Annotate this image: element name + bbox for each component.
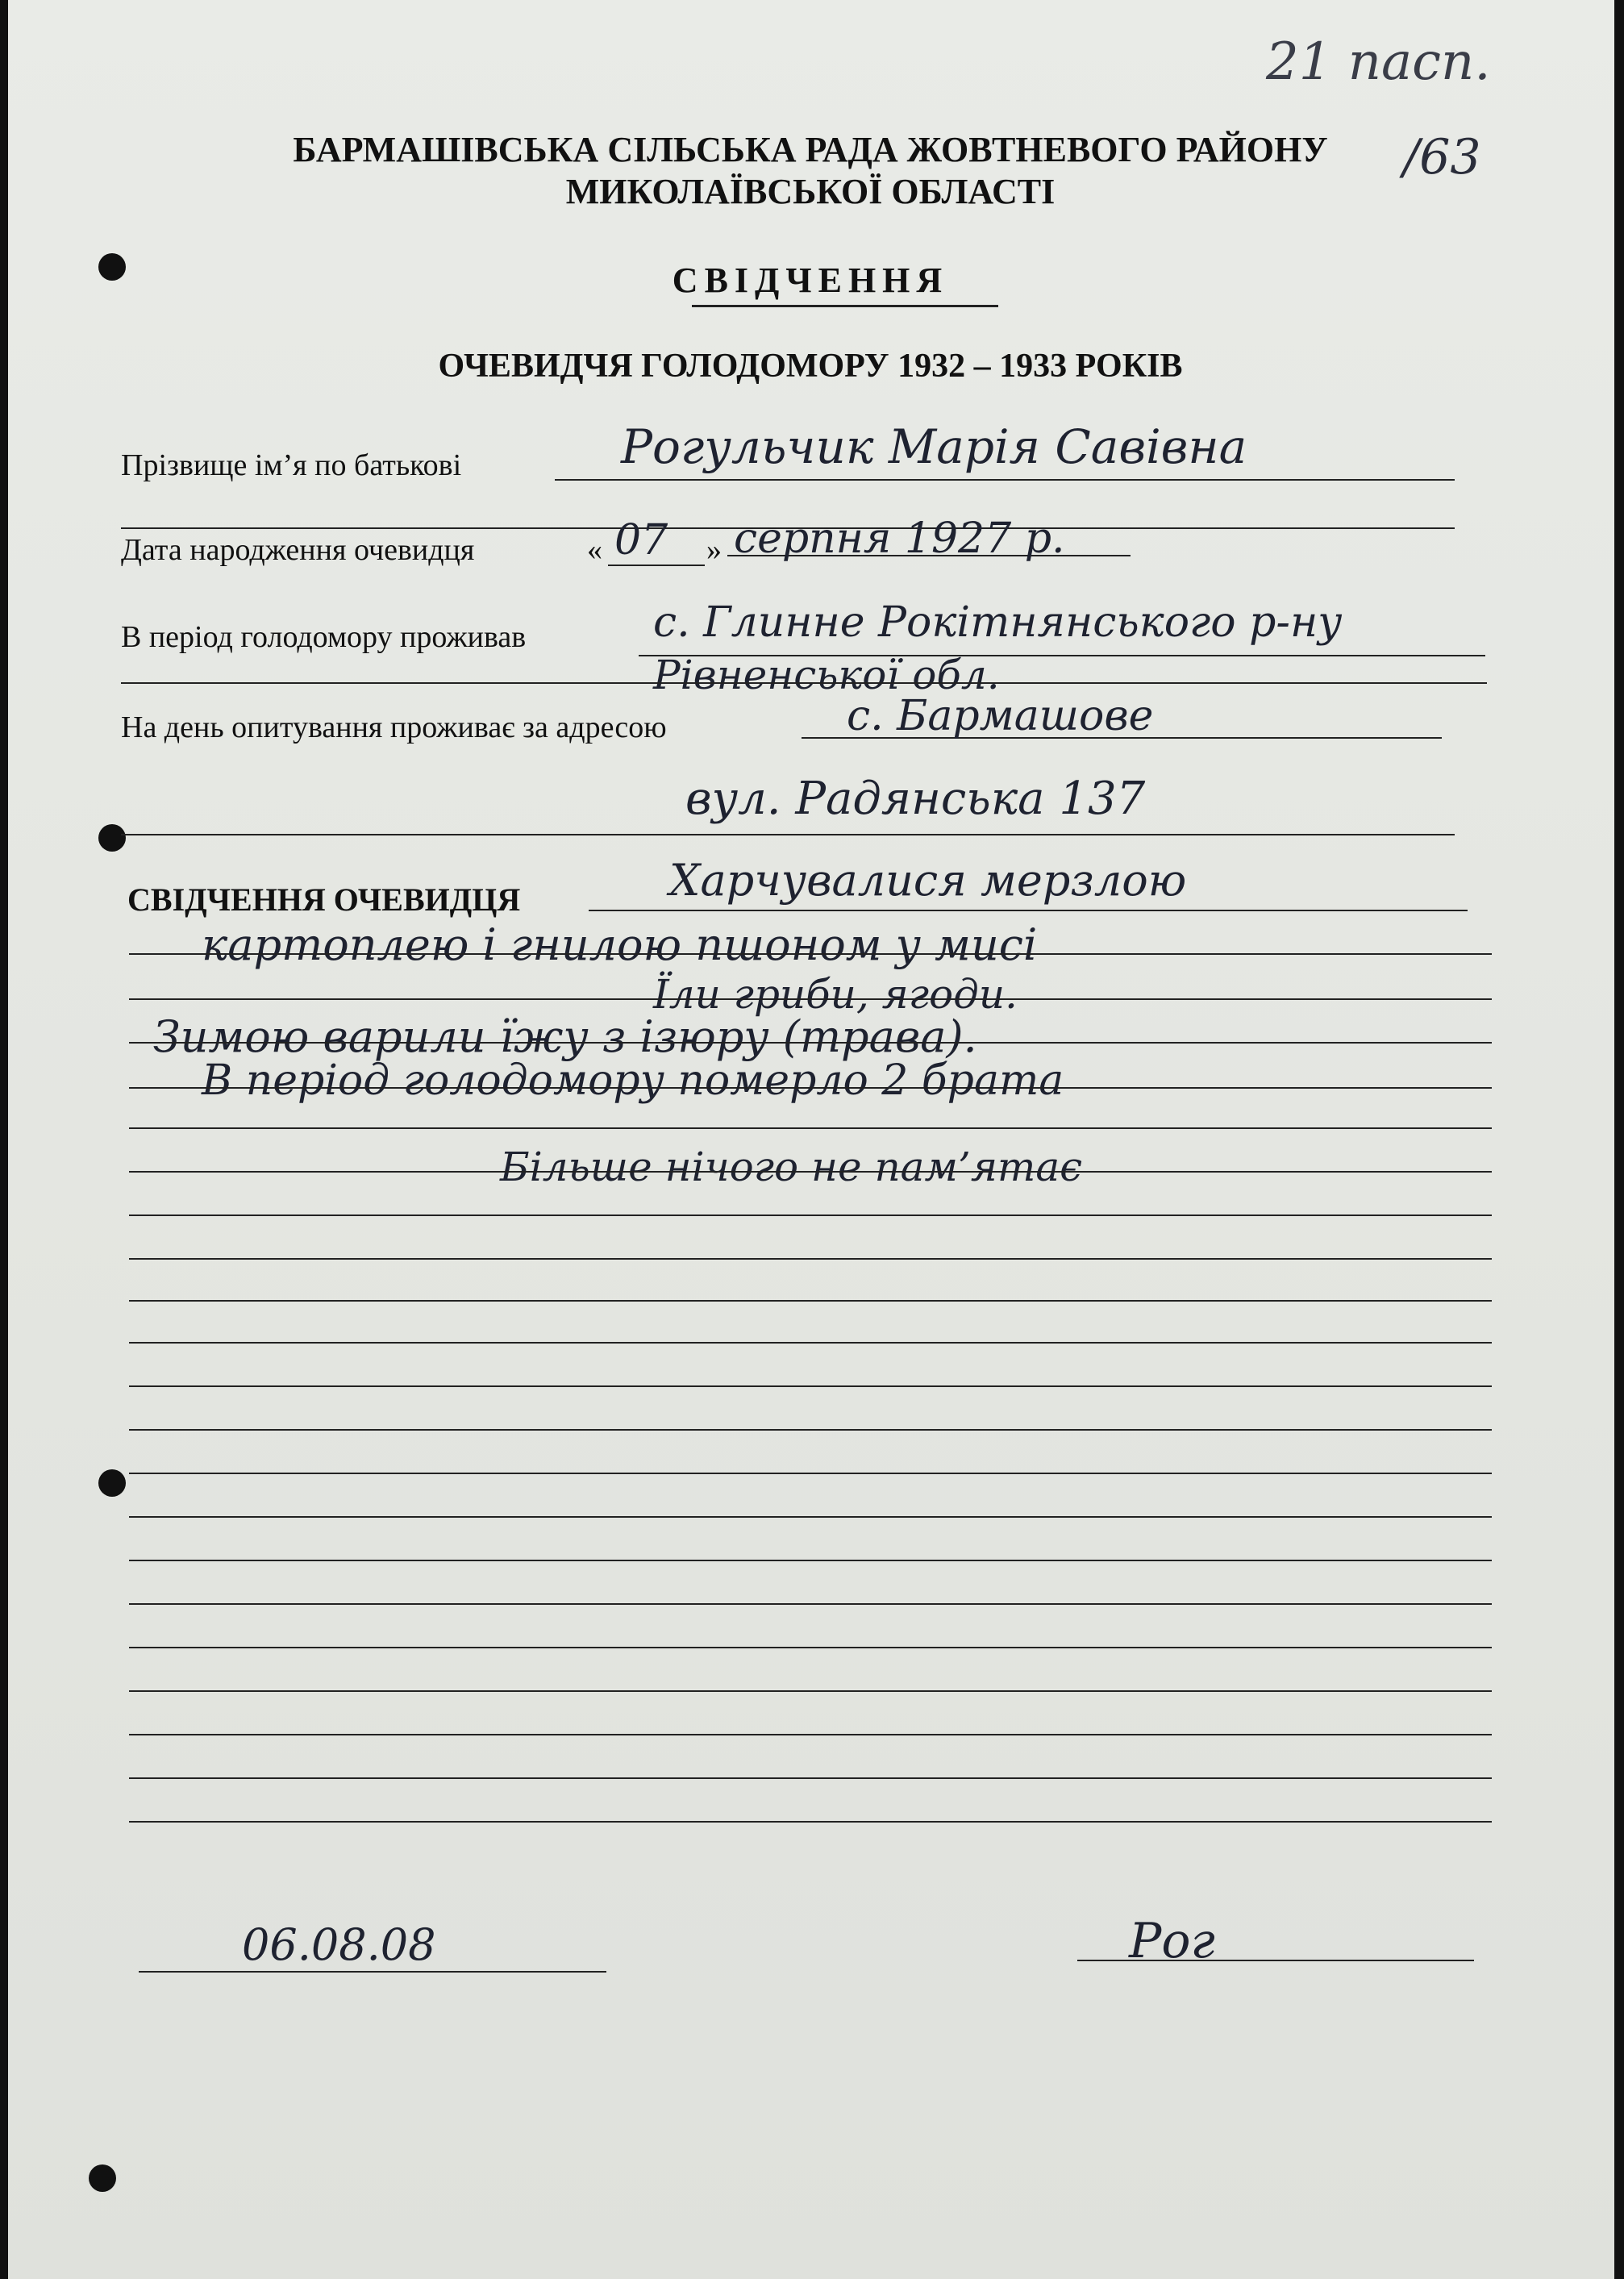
ruled-line (129, 1171, 1492, 1173)
name-underline (555, 479, 1455, 481)
name-label: Прізвище ім’я по батькові (121, 448, 462, 482)
ruled-line (129, 1734, 1492, 1735)
ruled-line (129, 1300, 1492, 1302)
testimony-line: Їли гриби, ягоди. (653, 971, 1018, 1018)
testimony-line: Харчувалися мерзлою (669, 855, 1187, 906)
ruled-line (129, 998, 1492, 1000)
signature: Рог (1129, 1913, 1215, 1969)
council-line-2: МИКОЛАЇВСЬКОЇ ОБЛАСТІ (565, 172, 1056, 211)
ruled-line (129, 1603, 1492, 1605)
ruled-line (129, 1385, 1492, 1387)
name-value: Рогульчик Марія Савівна (621, 419, 1247, 474)
address-underline-2 (121, 834, 1455, 835)
ruled-line (129, 1473, 1492, 1474)
dob-day-underline (608, 565, 705, 566)
ruled-line (129, 1777, 1492, 1779)
title-underline (692, 305, 998, 307)
ruled-line (129, 1214, 1492, 1216)
dob-open-quote: « (587, 533, 602, 567)
ruled-line (129, 1127, 1492, 1129)
ruled-line (129, 1647, 1492, 1648)
doc-subtitle: ОЧЕВИДЧЯ ГОЛОДОМОРУ 1932 – 1933 РОКІВ (438, 348, 1183, 385)
footer-date: 06.08.08 (242, 1919, 436, 1970)
dob-close-quote: » (706, 533, 722, 567)
testimony-line: Більше нічого не пам’ятає (500, 1144, 1083, 1190)
footer-date-underline (139, 1971, 606, 1973)
address-value-1: с. Бармашове (847, 692, 1154, 740)
testimony-label: СВІДЧЕННЯ ОЧЕВИДЦЯ (127, 881, 521, 918)
period-value-2: Рівненської обл. (653, 652, 1000, 698)
punch-hole (89, 2164, 116, 2192)
period-label: В період голодомору проживав (121, 620, 527, 654)
testimony-line: картоплею і гнилою пшоном у мисі (202, 919, 1038, 970)
doc-title: СВІДЧЕННЯ (672, 260, 949, 300)
address-value-2: вул. Радянська 137 (685, 773, 1146, 825)
ruled-line (589, 910, 1468, 911)
testimony-line: В період голодомору померло 2 брата (202, 1056, 1064, 1105)
ruled-line (129, 1042, 1492, 1044)
ruled-line (129, 1690, 1492, 1692)
testimony-line: Зимою варили їжу з ізюру (трава). (153, 1011, 977, 1062)
dob-label: Дата народження очевидця (121, 533, 475, 567)
dob-rest: серпня 1927 р. (734, 515, 1065, 563)
punch-hole (98, 824, 126, 852)
period-underline-2 (121, 682, 1487, 684)
ruled-line (129, 1516, 1492, 1518)
document-sheet (8, 0, 1614, 2279)
ruled-line (129, 1560, 1492, 1561)
ruled-line (129, 1429, 1492, 1431)
ruled-line (129, 1342, 1492, 1344)
signature-underline (1077, 1960, 1474, 1961)
ruled-line (129, 1821, 1492, 1823)
corner-note: 21 пасп. (1266, 32, 1491, 92)
ruled-line (129, 1258, 1492, 1260)
ruled-line (129, 953, 1492, 955)
dob-day: 07 (614, 516, 668, 565)
page-number: /63 (1403, 129, 1481, 185)
period-value-1: с. Глинне Рокітнянського р-ну (653, 598, 1343, 647)
address-label: На день опитування проживає за адресою (121, 710, 667, 744)
ruled-line (129, 1087, 1492, 1089)
council-line-1: БАРМАШІВСЬКА СІЛЬСЬКА РАДА ЖОВТНЕВОГО РАЙОНУ (293, 130, 1328, 169)
punch-hole (98, 1469, 126, 1497)
